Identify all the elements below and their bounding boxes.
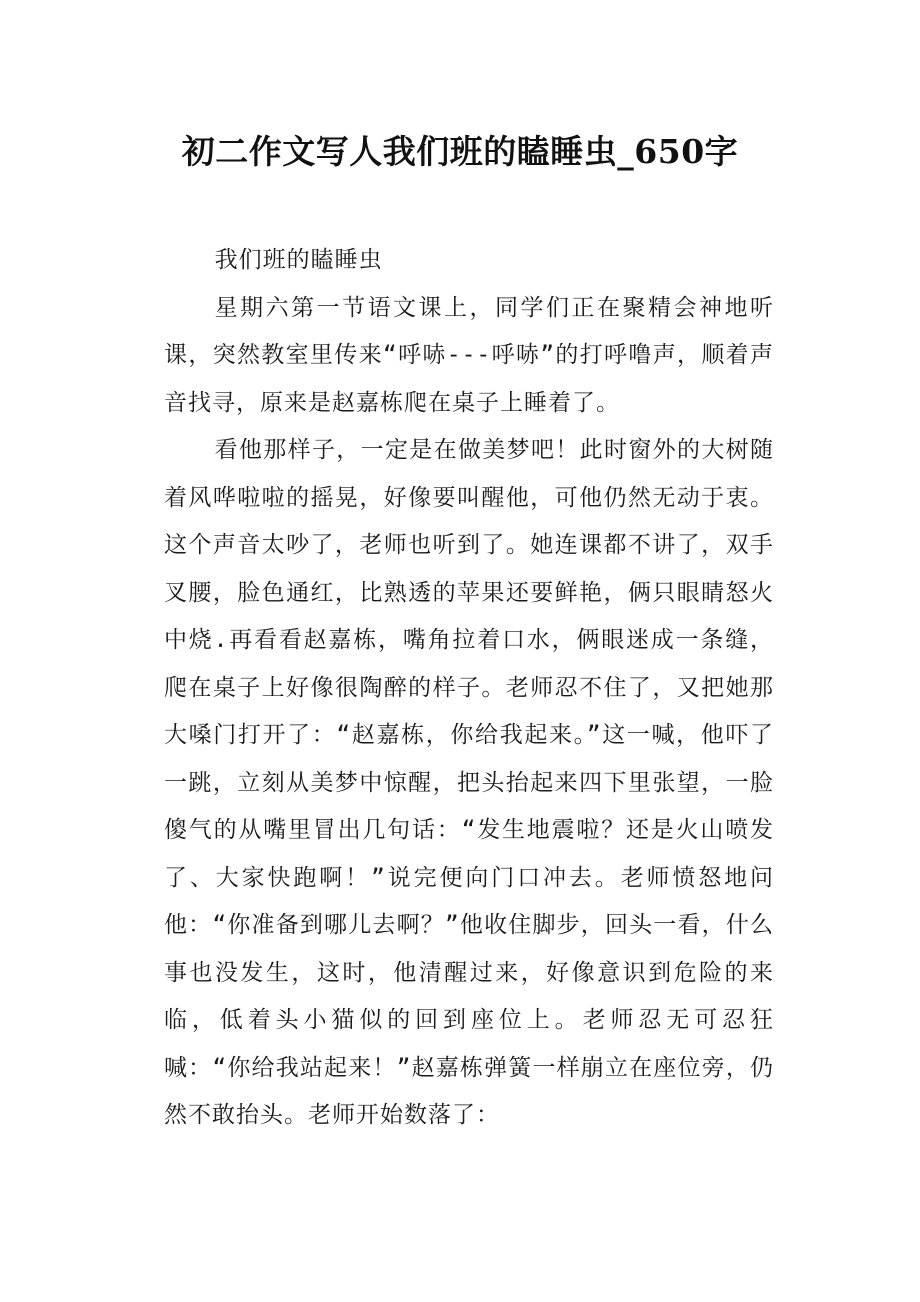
essay-heading-paragraph: 我们班的瞌睡虫 [214, 247, 383, 273]
body-paragraph: 看他那样子，一定是在做美梦吧！此时窗外的大树随着风哗啦啦的摇晃，好像要叫醒他，可他仍然无动于衷。这个声音太吵了，老师也听到了。她连课都不讲了，双手叉腰，脸色通红，比熟透的苹果还要鲜艳，俩只眼睛怒火中烧.再看看赵嘉栋，嘴角拉着口水，俩眼迷成一条缝，爬在桌子上好像很陶醉的样子。老师忍不住了，又把她那大嗓门打开了：“赵嘉栋，你给我起来。”这一喊，他吓了一跳，立刻从美梦中惊醒，把头抬起来四下里张望，一脸傻气的从嘴里冒出几句话：“发生地震啦？还是火山喷发了、大家快跑啊！”说完便向门口冲去。老师愤怒地问他：“你准备到哪儿去啊？”他收住脚步，回头一看，什么事也没发生，这时，他清醒过来，好像意识到危险的来临，低着头小猫似的回到座位上。老师忍无可忍狂喊：“你给我站起来！”赵嘉栋弹簧一样崩立在座位旁，仍然不敢抬头。老师开始数落了： [164, 437, 774, 1128]
document-body [164, 237, 774, 1140]
body-paragraph: 星期六第一节语文课上，同学们正在聚精会神地听课，突然教室里传来“呼哧---呼哧”的打呼噜声，顺着声音找寻，原来是赵嘉栋爬在桌子上睡着了。 [164, 294, 774, 416]
document-title: 初二作文写人我们班的瞌睡虫_650字 [181, 132, 739, 171]
